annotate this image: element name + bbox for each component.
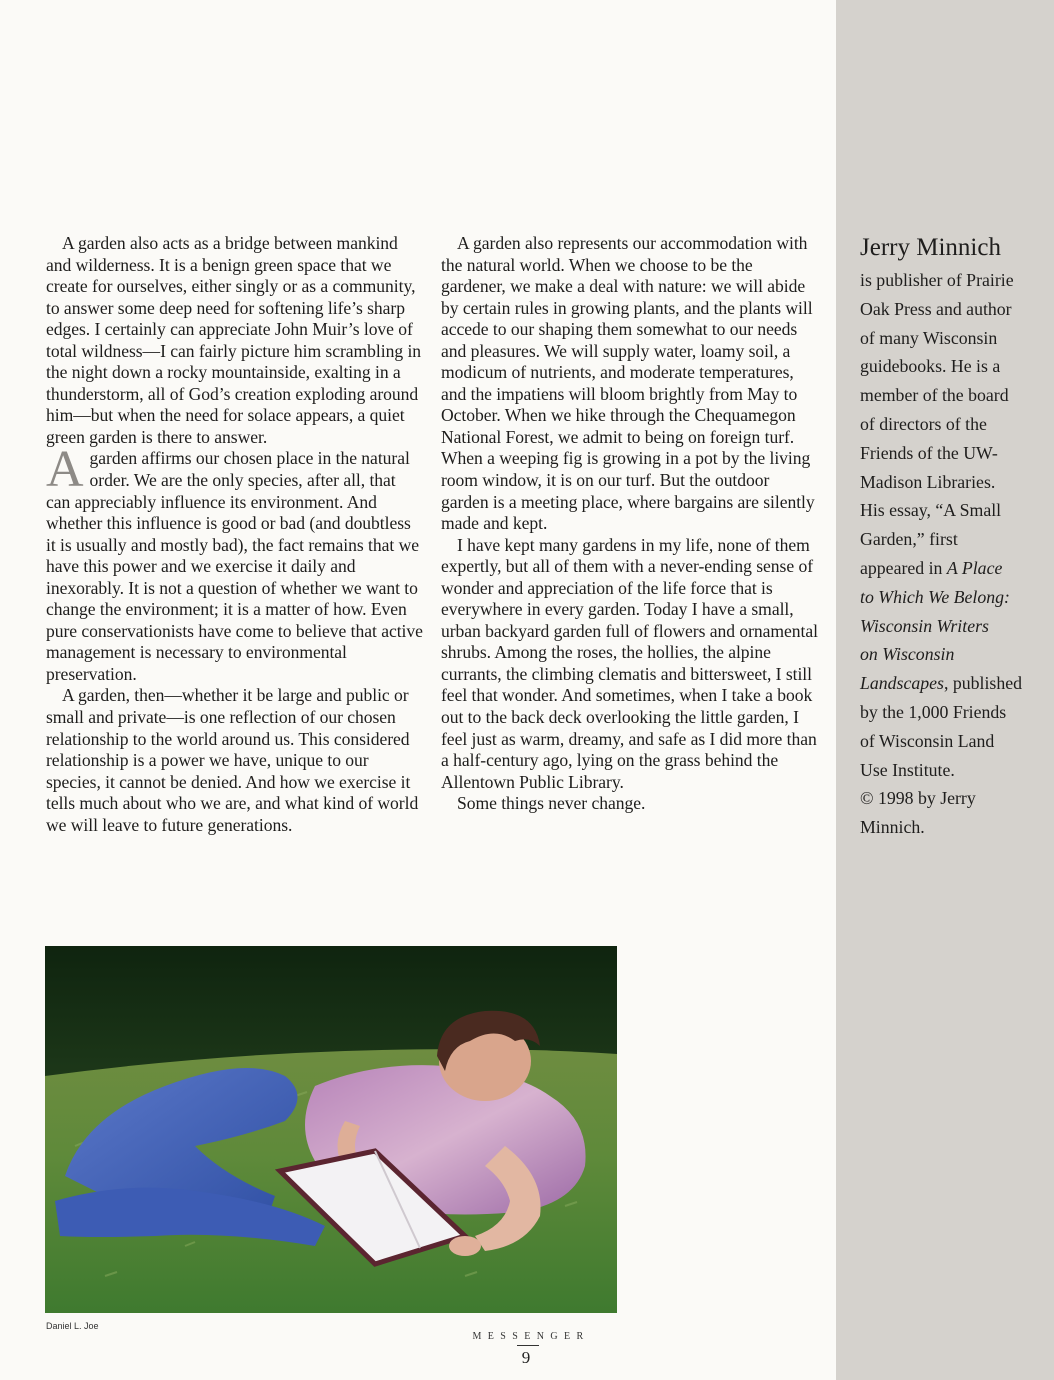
bio-line (860, 640, 1040, 669)
drop-cap: A (46, 441, 84, 499)
bio-line: of many Wisconsin (860, 327, 998, 348)
author-bio-text (860, 266, 1040, 842)
page-number: 9 (521, 1348, 531, 1367)
bio-line (860, 612, 1040, 641)
bio-line: © 1998 by Jerry (860, 788, 976, 809)
paragraph-dropcap (46, 441, 424, 685)
bio-text-fragment: , published (943, 673, 1023, 694)
bio-line: of Wisconsin Land (860, 730, 995, 751)
book-title-fragment: Wisconsin Writers (860, 615, 989, 636)
paragraph-text: garden affirms our chosen place in the natural order. We are the only species, after all, that can appreciably influence its environment. And whether this influence is good or bad (and doubtless it is usually and mostly bad), the fact remains that we have this power and we exercise it daily and inexorably. It is not a question of whether we want to change the environment; it is a matter of how. Even pure conservationists have come to believe that active management is necessary to environmental preservation. (46, 448, 423, 684)
illustration-credit: Daniel L. Joe (46, 1321, 99, 1331)
author-bio (860, 232, 1040, 842)
hand (449, 1236, 481, 1256)
bio-line: His essay, “A Small (860, 500, 1002, 521)
footer-rule (517, 1345, 539, 1346)
author-name: Jerry Minnich (860, 234, 1001, 261)
illustration-boy-reading-on-grass (45, 946, 617, 1313)
bio-line: member of the board (860, 385, 1009, 406)
bio-line: Garden,” first (860, 529, 958, 550)
bio-line (860, 583, 1040, 612)
paragraph: A garden also acts as a bridge between mankind and wilderness. It is a benign green space that we create for ourselves, either singly or as a community, to answer some deep need for softening life’s sharp edges. I certainly can appreciate John Muir’s love of total wildness—I can fairly picture him scrambling in the night down a rocky mountainside, exalting in a thunderstorm, all of God’s creation exploding around him—but when the need for solace appears, a quiet green garden is there to answer. (46, 233, 422, 447)
article-column-1 (46, 233, 424, 836)
bio-line: Use Institute. (860, 759, 955, 780)
masthead: MESSENGER (472, 1331, 590, 1342)
bio-line: is publisher of Prairie (860, 270, 1014, 290)
article-column-2 (441, 233, 821, 815)
bio-line: Oak Press and author (860, 298, 1012, 319)
paragraph: Some things never change. (457, 793, 646, 814)
bio-line (860, 669, 1040, 698)
book-title-fragment: A Place (946, 557, 1003, 578)
bio-line: Minnich. (860, 817, 925, 838)
bio-line (860, 554, 1040, 583)
bio-line: of directors of the (860, 413, 987, 434)
paragraph: A garden, then—whether it be large and public or small and private—is one reflection of our chosen relationship to the world around us. This considered relationship is a power we have, unique to our species, it cannot be denied. And how we exercise it tells much about who we are, and what kind of world we will leave to future generations. (46, 685, 419, 835)
paragraph: A garden also represents our accommodation with the natural world. When we choose to be the gardener, we make a deal with nature: we will abide by certain rules in growing plants, and the plants will accede to our shaping them somewhat to our needs and pleasures. We will supply water, loamy soil, a modicum of nutrients, and moderate temperatures, and the impatiens will bloom brightly from May to October. When we hike through the Chequamegon National Forest, we admit to being on foreign turf. When a weeping fig is growing in a pot by the living room window, it is on our turf. But the outdoor garden is a meeting place, where bargains are silently made and kept. (441, 233, 815, 534)
book-title-fragment: on Wisconsin (860, 644, 955, 665)
book-title-fragment: Landscapes (860, 673, 944, 694)
bio-text-fragment: appeared in (860, 557, 947, 578)
bio-line: guidebooks. He is a (860, 356, 1001, 377)
bio-line: by the 1,000 Friends (860, 701, 1007, 722)
paragraph: I have kept many gardens in my life, none of them expertly, but all of them with a never-ending sense of wonder and appreciation of the life force that is everywhere in every garden. Today I have a small, urban backyard garden full of flowers and ornamental shrubs. Among the roses, the hollies, the alpine currants, the climbing clematis and bittersweet, I still feel that wonder. And sometimes, when I take a book out to the back deck overlooking the little garden, I feel just as warm, dreamy, and safe as I did more than a half-century ago, lying on the grass behind the Allentown Public Library. (441, 534, 818, 792)
bio-line: Friends of the UW- (860, 442, 998, 463)
bio-line: Madison Libraries. (860, 471, 996, 492)
book-title-fragment: to Which We Belong: (860, 586, 1010, 607)
